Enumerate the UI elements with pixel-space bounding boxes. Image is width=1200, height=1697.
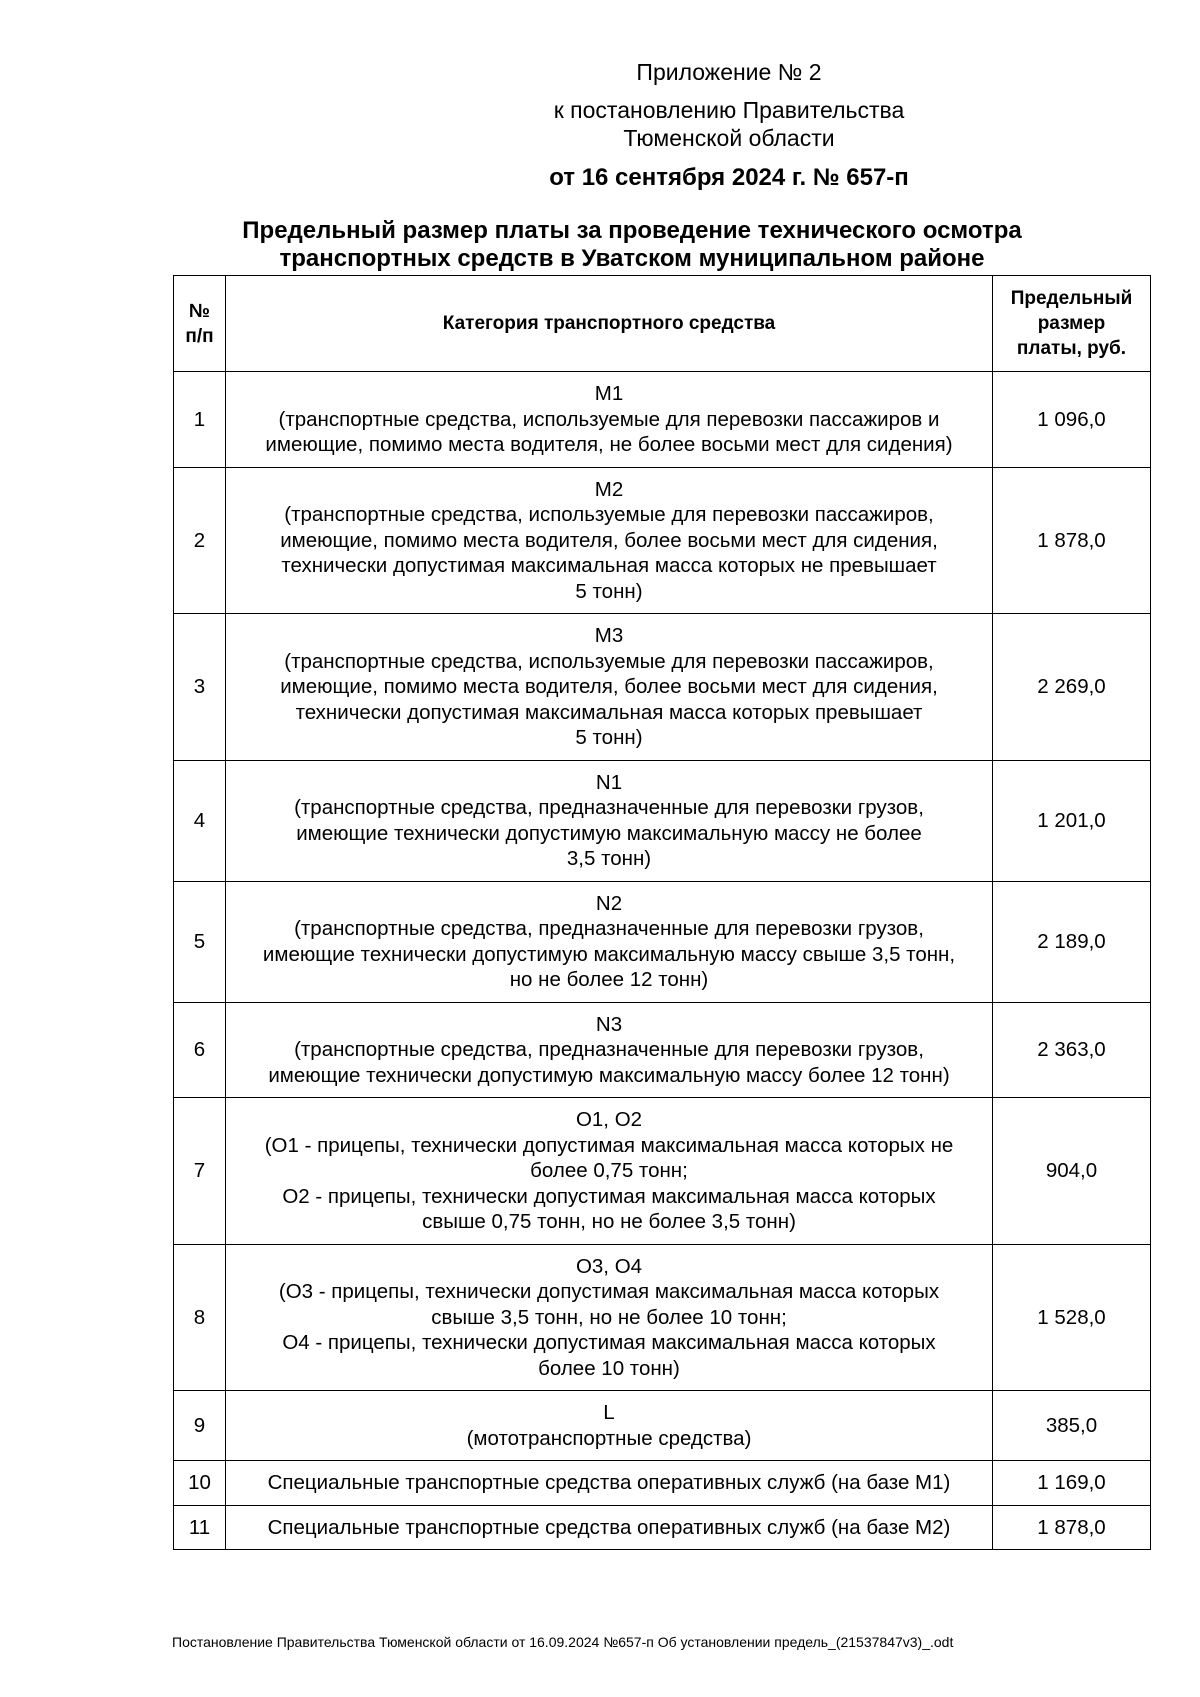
header-num (174, 276, 226, 372)
appendix-number: Приложение № 2 (636, 59, 822, 85)
row-category (226, 614, 993, 761)
fee-table (173, 275, 1151, 1550)
category-code: O1, O2 (575, 1108, 643, 1131)
row-category (226, 1461, 993, 1506)
footer-filename: Постановление Правительства Тюменской области от 16.09.2024 №657-п Об установлении предель_(21537847v3)_.odt (172, 1634, 954, 1650)
row-fee: 2 363,0 (993, 1002, 1151, 1098)
row-number: 5 (174, 881, 226, 1002)
appendix-reference-line2: Тюменской области (623, 125, 835, 151)
row-category (226, 1098, 993, 1245)
row-category (226, 760, 993, 881)
table-row (174, 1098, 1151, 1245)
category-description-line: свыше 3,5 тонн, но не более 10 тонн; (431, 1305, 787, 1329)
row-category (226, 1505, 993, 1550)
appendix-reference-line1: к постановлению Правительства (553, 97, 905, 123)
category-description-line: Специальные транспортные средства оперативных служб (на базе M1) (267, 1471, 951, 1494)
row-category (226, 881, 993, 1002)
table-row (174, 467, 1151, 614)
row-number: 7 (174, 1098, 226, 1245)
category-description-line: O2 - прицепы, технически допустимая максимальная масса которых (282, 1184, 936, 1208)
row-category (226, 467, 993, 614)
row-number: 8 (174, 1244, 226, 1391)
title-line1: Предельный размер платы за проведение технического осмотра (242, 217, 1022, 244)
category-code: M3 (594, 624, 624, 647)
category-description-line: (транспортные средства, предназначенные для перевозки грузов, (294, 917, 924, 940)
category-description-line: свыше 0,75 тонн, но не более 3,5 тонн) (422, 1210, 796, 1233)
row-category (226, 372, 993, 468)
category-description-line: имеющие технически допустимую максимальную массу более 12 тонн) (268, 1063, 950, 1087)
title-line2: транспортных средств в Уватском муниципальном районе (279, 245, 985, 272)
category-description-line: (O1 - прицепы, технически допустимая максимальная масса которых не (264, 1133, 954, 1157)
category-description-line: 5 тонн) (575, 726, 643, 749)
row-category (226, 1391, 993, 1461)
row-fee: 1 878,0 (993, 467, 1151, 614)
row-category (226, 1002, 993, 1098)
row-number: 3 (174, 614, 226, 761)
row-fee: 1 528,0 (993, 1244, 1151, 1391)
category-code: N3 (595, 1012, 623, 1036)
row-number: 9 (174, 1391, 226, 1461)
category-description-line: (транспортные средства, используемые для перевозки пассажиров и (278, 407, 940, 431)
document-title (172, 217, 1092, 273)
appendix-block (494, 58, 964, 192)
header-category: Категория транспортного средства (226, 276, 993, 372)
category-code: M2 (594, 477, 624, 501)
category-code: O3, O4 (575, 1254, 643, 1278)
category-description-line: (транспортные средства, предназначенные для перевозки грузов, (294, 1038, 924, 1061)
row-number: 2 (174, 467, 226, 614)
category-code: L (603, 1401, 615, 1424)
category-description-line: (транспортные средства, используемые для перевозки пассажиров, (284, 503, 934, 526)
category-description-line: технически допустимая максимальная масса которых превышает (295, 700, 923, 724)
row-category (226, 1244, 993, 1391)
table-header-row (174, 276, 1151, 372)
table-row (174, 614, 1151, 761)
category-description-line: имеющие, помимо места водителя, более восьми мест для сидения, (280, 528, 938, 552)
category-description-line: (транспортные средства, предназначенные для перевозки грузов, (294, 796, 924, 819)
row-number: 4 (174, 760, 226, 881)
category-description-line: имеющие технически допустимую максимальную массу свыше 3,5 тонн, (262, 942, 956, 966)
row-number: 10 (174, 1461, 226, 1506)
category-description-line: имеющие технически допустимую максимальную массу не более (296, 821, 922, 845)
header-num-line1: № (188, 300, 211, 322)
table-row (174, 1505, 1151, 1550)
table-row (174, 1391, 1151, 1461)
header-num-line2: п/п (185, 325, 214, 347)
category-description-line: (транспортные средства, используемые для перевозки пассажиров, (284, 649, 934, 673)
row-fee: 385,0 (993, 1391, 1151, 1461)
appendix-date: от 16 сентября 2024 г. № 657-п (549, 164, 909, 191)
header-fee (993, 276, 1151, 372)
row-number: 6 (174, 1002, 226, 1098)
header-fee-line3: платы, руб. (1016, 338, 1127, 359)
category-description-line: технически допустимая максимальная масса которых не превышает (281, 554, 937, 577)
row-number: 11 (174, 1505, 226, 1550)
row-fee: 1 096,0 (993, 372, 1151, 468)
row-fee: 2 269,0 (993, 614, 1151, 761)
row-fee: 1 878,0 (993, 1505, 1151, 1550)
category-code: N2 (595, 891, 623, 915)
table-row (174, 1002, 1151, 1098)
table-row (174, 1461, 1151, 1506)
category-code: N1 (595, 770, 623, 794)
header-fee-line1: Предельный (1010, 288, 1133, 309)
header-fee-line2: размер (1037, 313, 1106, 334)
table-row (174, 881, 1151, 1002)
category-code: M1 (594, 382, 624, 405)
row-fee: 1 169,0 (993, 1461, 1151, 1506)
row-number: 1 (174, 372, 226, 468)
category-description-line: 3,5 тонн) (566, 847, 652, 870)
table-row (174, 372, 1151, 468)
category-description-line: (мототранспортные средства) (466, 1426, 752, 1450)
table-row (174, 1244, 1151, 1391)
row-fee: 904,0 (993, 1098, 1151, 1245)
table-row (174, 760, 1151, 881)
category-description-line: более 10 тонн) (538, 1356, 680, 1380)
row-fee: 2 189,0 (993, 881, 1151, 1002)
category-description-line: O4 - прицепы, технически допустимая максимальная масса которых (282, 1331, 936, 1354)
category-description-line: 5 тонн) (575, 579, 643, 603)
category-description-line: имеющие, помимо места водителя, более восьми мест для сидения, (280, 675, 938, 698)
category-description-line: более 0,75 тонн; (530, 1159, 688, 1182)
category-description-line: имеющие, помимо места водителя, не более восьми мест для сидения) (265, 433, 953, 456)
category-description-line: но не более 12 тонн) (509, 968, 709, 991)
row-fee: 1 201,0 (993, 760, 1151, 881)
category-description-line: (O3 - прицепы, технически допустимая максимальная масса которых (278, 1280, 940, 1303)
category-description-line: Специальные транспортные средства оперативных служб (на базе M2) (267, 1515, 951, 1539)
